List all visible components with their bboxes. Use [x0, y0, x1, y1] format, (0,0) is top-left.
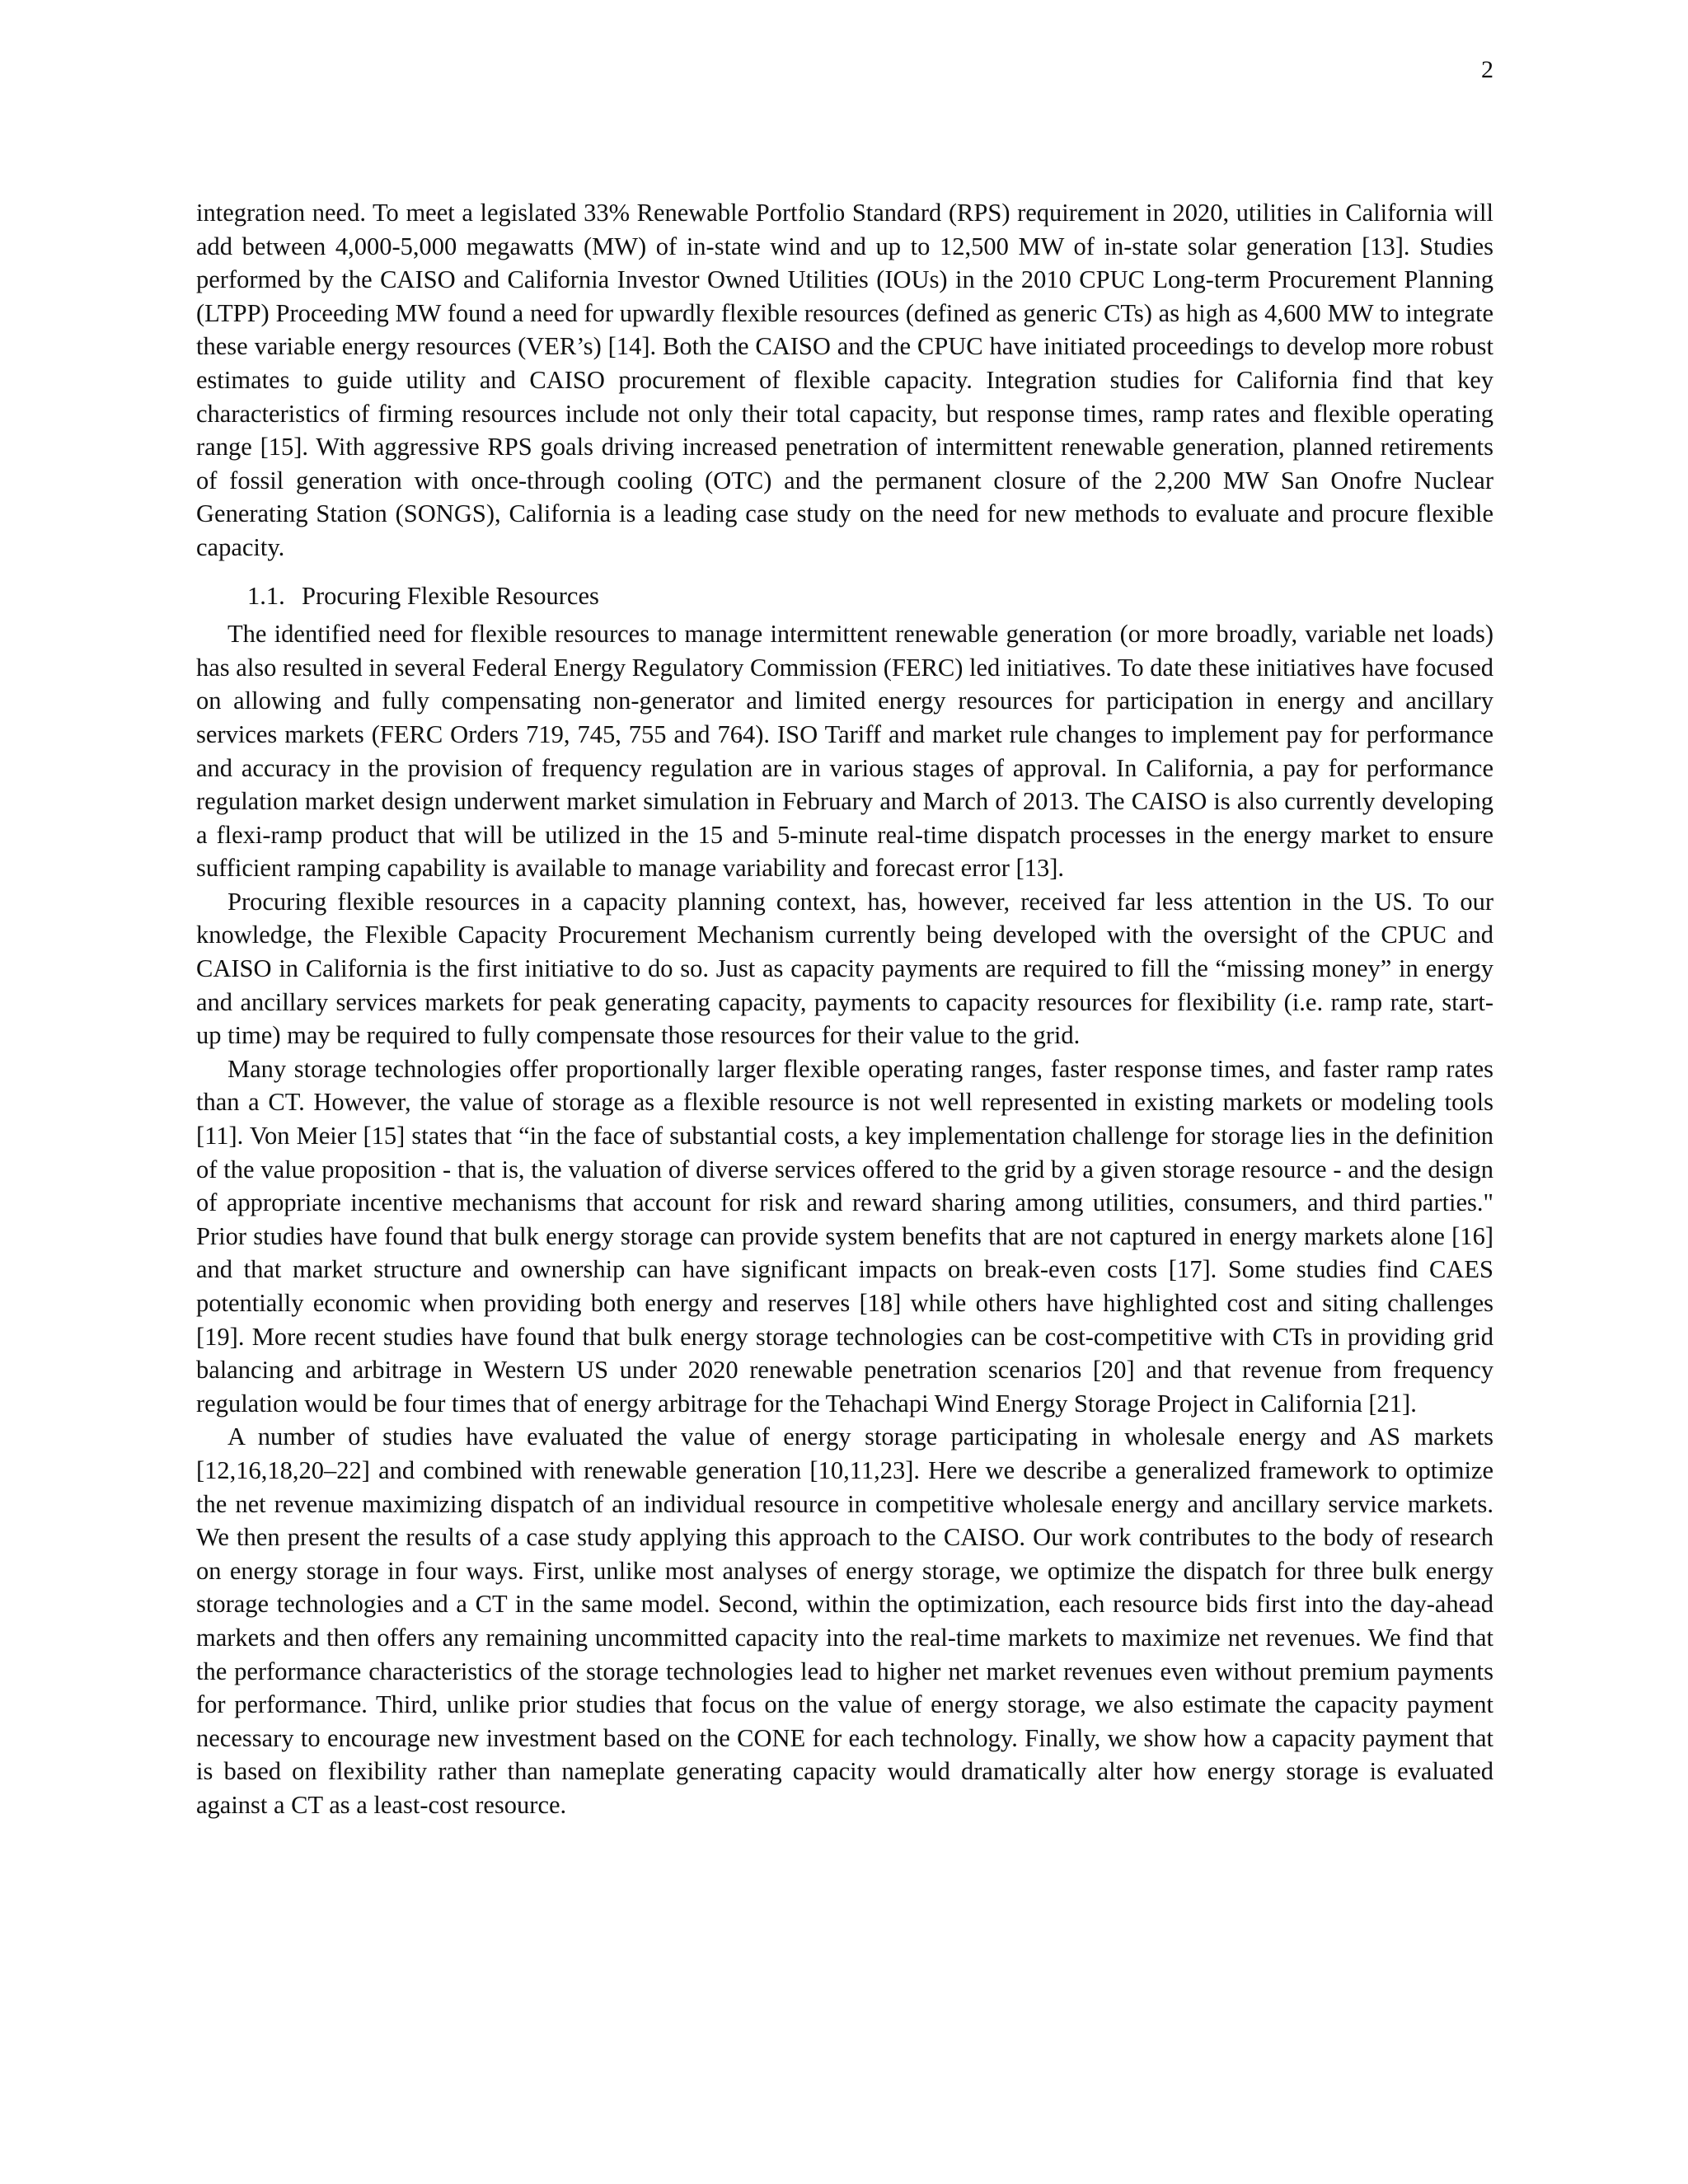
- paragraph-ferc-initiatives: The identified need for flexible resources to manage intermittent renewable generation (or more broadly, variable net loads) has also resulted in several Federal Energy Regulatory Commission (FERC) led initiatives. To date these initiatives have focused on allowing and fully compensating non-generator and limited energy resources for participation in energy and ancillary services markets (FERC Orders 719, 745, 755 and 764). ISO Tariff and market rule changes to implement pay for performance and accuracy in the provision of frequency regulation are in various stages of approval. In California, a pay for performance regulation market design underwent market simulation in February and March of 2013. The CAISO is also currently developing a flexi-ramp product that will be utilized in the 15 and 5-minute real-time dispatch processes in the energy market to ensure sufficient ramping capability is available to manage variability and forecast error [13].: [196, 620, 1493, 883]
- section-heading: [196, 579, 1493, 613]
- section-title: Procuring Flexible Resources: [302, 581, 599, 610]
- page-body: [196, 196, 1493, 1822]
- page-number: 2: [1481, 56, 1493, 83]
- paragraph-capacity-planning: Procuring flexible resources in a capacity planning context, has, however, received far less attention in the US. To our knowledge, the Flexible Capacity Procurement Mechanism currently being developed with the oversight of the CPUC and CAISO in California is the first initiative to do so. Just as capacity payments are required to fill the “missing money” in energy and ancillary services markets for peak generating capacity, payments to capacity resources for flexibility (i.e. ramp rate, start-up time) may be required to fully compensate those resources for their value to the grid.: [196, 887, 1493, 1050]
- paragraph-integration-need: integration need. To meet a legislated 33% Renewable Portfolio Standard (RPS) requirement in 2020, utilities in California will add between 4,000-5,000 megawatts (MW) of in-state wind and up to 12,500 MW of in-state solar generation [13]. Studies performed by the CAISO and California Investor Owned Utilities (IOUs) in the 2010 CPUC Long-term Procurement Planning (LTPP) Proceeding MW found a need for upwardly flexible resources (defined as generic CTs) as high as 4,600 MW to integrate these variable energy resources (VER’s) [14]. Both the CAISO and the CPUC have initiated proceedings to develop more robust estimates to guide utility and CAISO procurement of flexible capacity. Integration studies for California find that key characteristics of firming resources include not only their total capacity, but response times, ramp rates and flexible operating range [15]. With aggressive RPS goals driving increased penetration of intermittent renewable generation, planned retirements of fossil generation with once-through cooling (OTC) and the permanent closure of the 2,200 MW San Onofre Nuclear Generating Station (SONGS), California is a leading case study on the need for new methods to evaluate and procure flexible capacity.: [196, 199, 1493, 561]
- section-number: 1.1.: [247, 581, 285, 610]
- paragraph-storage-value: Many storage technologies offer proportionally larger flexible operating ranges, faster response times, and faster ramp rates than a CT. However, the value of storage as a flexible resource is not well represented in existing markets or modeling tools [11]. Von Meier [15] states that “in the face of substantial costs, a key implementation challenge for storage lies in the definition of the value proposition - that is, the valuation of diverse services offered to the grid by a given storage resource - and the design of appropriate incentive mechanisms that account for risk and reward sharing among utilities, consumers, and third parties." Prior studies have found that bulk energy storage can provide system benefits that are not captured in energy markets alone [16] and that market structure and ownership can have significant impacts on break-even costs [17]. Some studies find CAES potentially economic when providing both energy and reserves [18] while others have highlighted cost and siting challenges [19]. More recent studies have found that bulk energy storage technologies can be cost-competitive with CTs in providing grid balancing and arbitrage in Western US under 2020 renewable penetration scenarios [20] and that revenue from frequency regulation would be four times that of energy arbitrage for the Tehachapi Wind Energy Storage Project in California [21].: [196, 1054, 1493, 1418]
- paragraph-contributions: A number of studies have evaluated the value of energy storage participating in wholesale energy and AS markets [12,16,18,20–22] and combined with renewable generation [10,11,23]. Here we describe a generalized framework to optimize the net revenue maximizing dispatch of an individual resource in competitive wholesale energy and ancillary service markets. We then present the results of a case study applying this approach to the CAISO. Our work contributes to the body of research on energy storage in four ways. First, unlike most analyses of energy storage, we optimize the dispatch for three bulk energy storage technologies and a CT in the same model. Second, within the optimization, each resource bids first into the day-ahead markets and then offers any remaining uncommitted capacity into the real-time markets to maximize net revenues. We find that the performance characteristics of the storage technologies lead to higher net market revenues even without premium payments for performance. Third, unlike prior studies that focus on the value of energy storage, we also estimate the capacity payment necessary to encourage new investment based on the CONE for each technology. Finally, we show how a capacity payment that is based on flexibility rather than nameplate generating capacity would dramatically alter how energy storage is evaluated against a CT as a least-cost resource.: [196, 1422, 1493, 1819]
